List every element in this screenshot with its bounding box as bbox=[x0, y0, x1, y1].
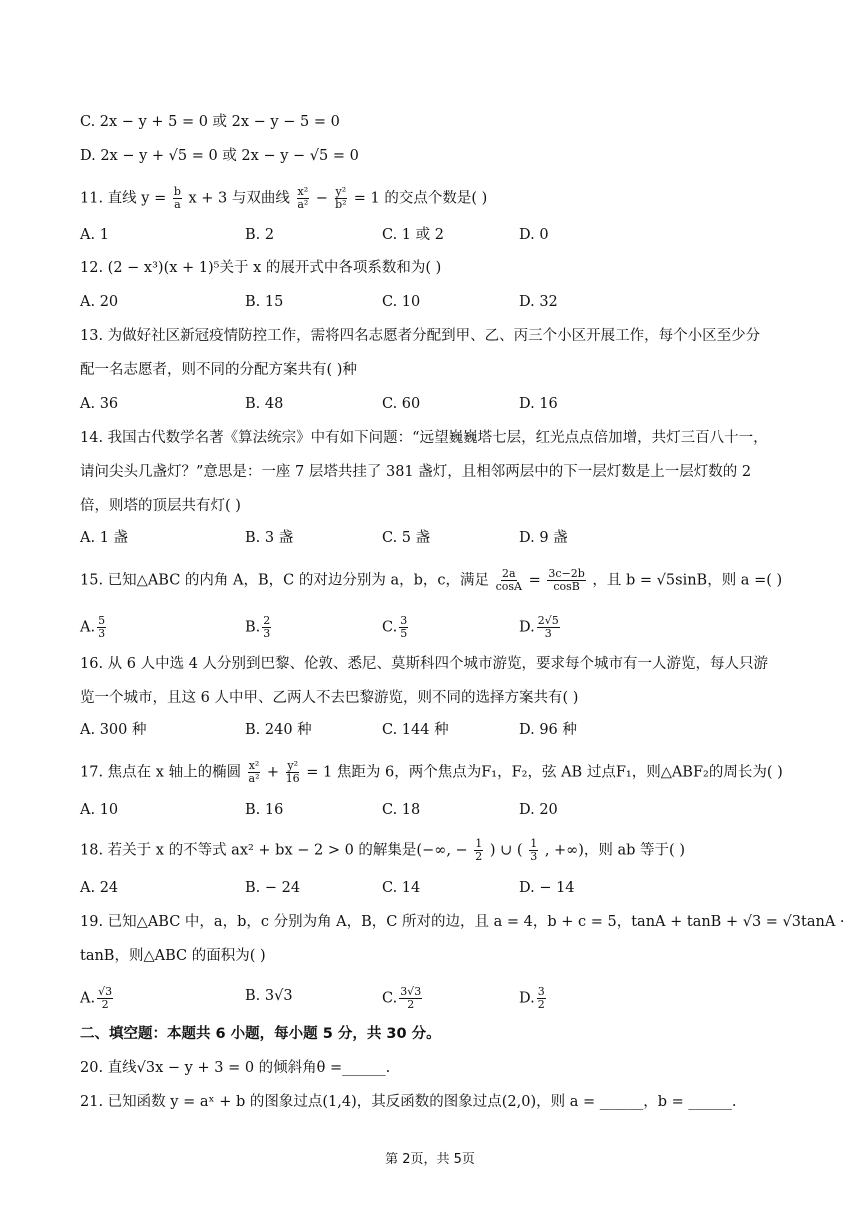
q11-stem bbox=[80, 186, 487, 211]
q12-option-b: B. 15 bbox=[245, 294, 284, 310]
q11-stem-mid: x + 3 与双曲线 bbox=[188, 190, 290, 207]
frac-den: a² bbox=[297, 198, 309, 211]
frac-den: a² bbox=[248, 772, 260, 785]
q11-stem-pre: 11. 直线 y = bbox=[80, 190, 167, 207]
option-label: A. bbox=[80, 619, 96, 636]
frac-den: 2 bbox=[407, 998, 415, 1011]
option-frac bbox=[262, 615, 271, 640]
option-frac bbox=[97, 615, 106, 640]
frac-den: cosB bbox=[553, 580, 580, 593]
q15-option-d bbox=[519, 615, 562, 640]
q17-option-b: B. 16 bbox=[245, 802, 284, 818]
q16-line1: 16. 从 6 人中选 4 人分别到巴黎、伦敦、悉尼、莫斯科四个城市游览，要求每个城市有一人游览，每人只游 bbox=[80, 656, 769, 672]
q17-stem-post: = 1 焦距为 6，两个焦点为F₁，F₂，弦 AB 过点F₁，则△ABF₂的周长为( ) bbox=[306, 764, 783, 781]
option-label: C. bbox=[382, 990, 398, 1007]
q11-option-d: D. 0 bbox=[519, 227, 549, 243]
plus-sign: + bbox=[266, 764, 280, 781]
q14-option-b: B. 3 盏 bbox=[245, 530, 294, 546]
q11-option-b: B. 2 bbox=[245, 227, 275, 243]
frac-den: cosA bbox=[495, 580, 522, 593]
q13-line2: 配一名志愿者，则不同的分配方案共有( )种 bbox=[80, 362, 357, 378]
q17-frac-x2-over-a2 bbox=[248, 760, 261, 785]
frac-num: 3 bbox=[537, 985, 545, 998]
frac-num: 2√5 bbox=[537, 614, 559, 627]
q14-line2: 请问尖头几盏灯？”意思是：一座 7 层塔共挂了 381 盏灯，且相邻两层中的下一层灯数是上一层灯数的 2 bbox=[80, 464, 752, 480]
q13-option-d: D. 16 bbox=[519, 396, 558, 412]
q15-option-c bbox=[382, 615, 410, 640]
q15-option-a bbox=[80, 615, 108, 640]
q15-frac-3c2b-over-cosb bbox=[547, 568, 585, 593]
q19-option-b: B. 3√3 bbox=[245, 988, 293, 1004]
option-label: D. bbox=[519, 619, 535, 636]
q17-option-a: A. 10 bbox=[80, 802, 119, 818]
q12-option-a: A. 20 bbox=[80, 294, 119, 310]
frac-num: y² bbox=[335, 185, 347, 198]
frac-den: 5 bbox=[400, 627, 408, 640]
q11-frac-x2-over-a2 bbox=[297, 186, 310, 211]
q19-line2: tanB，则△ABC 的面积为( ) bbox=[80, 948, 266, 964]
frac-num: √3 bbox=[98, 985, 113, 998]
q19-line1: 19. 已知△ABC 中，a，b，c 分别为角 A，B，C 所对的边，且 a = 4，b + c = 5，tanA + tanB + √3 = √3tanA · bbox=[80, 914, 845, 930]
q14-option-c: C. 5 盏 bbox=[382, 530, 431, 546]
frac-den: b² bbox=[335, 198, 347, 211]
q18-frac-one-third bbox=[529, 838, 538, 863]
frac-den: 3 bbox=[544, 627, 552, 640]
option-frac bbox=[97, 986, 113, 1011]
q14-option-a: A. 1 盏 bbox=[80, 530, 129, 546]
frac-num: x² bbox=[297, 185, 309, 198]
frac-num: y² bbox=[287, 759, 298, 772]
q20-stem: 20. 直线√3x − y + 3 = 0 的倾斜角θ =______. bbox=[80, 1060, 391, 1076]
q18-option-a: A. 24 bbox=[80, 880, 119, 896]
q14-line3: 倍，则塔的顶层共有灯( ) bbox=[80, 498, 241, 514]
q13-option-a: A. 36 bbox=[80, 396, 119, 412]
q17-option-c: C. 18 bbox=[382, 802, 421, 818]
frac-den: 2 bbox=[537, 998, 545, 1011]
q18-option-d: D. − 14 bbox=[519, 880, 575, 896]
q17-frac-y2-over-16 bbox=[286, 760, 300, 785]
q18-stem-post: , +∞)，则 ab 等于( ) bbox=[544, 842, 685, 859]
frac-num: 2 bbox=[263, 614, 271, 627]
q21-stem: 21. 已知函数 y = aˣ + b 的图象过点(1,4)，其反函数的图象过点(2,0)，则 a = ______，b = ______. bbox=[80, 1094, 737, 1110]
frac-num: 3√3 bbox=[400, 985, 422, 998]
frac-num: 1 bbox=[530, 837, 538, 850]
q13-line1: 13. 为做好社区新冠疫情防控工作，需将四名志愿者分配到甲、乙、丙三个小区开展工作，每个小区至少分 bbox=[80, 328, 761, 344]
frac-den: 2 bbox=[101, 998, 109, 1011]
frac-num: 2a bbox=[502, 567, 516, 580]
q13-option-c: C. 60 bbox=[382, 396, 421, 412]
q15-frac-2a-over-cosa bbox=[496, 568, 522, 593]
q13-option-b: B. 48 bbox=[245, 396, 284, 412]
q19-option-a bbox=[80, 986, 115, 1011]
q15-stem-pre: 15. 已知△ABC 的内角 A，B，C 的对边分别为 a，b，c，满足 bbox=[80, 572, 490, 589]
q16-option-c: C. 144 种 bbox=[382, 722, 449, 738]
option-frac bbox=[399, 615, 408, 640]
q16-option-a: A. 300 种 bbox=[80, 722, 147, 738]
q12-option-d: D. 32 bbox=[519, 294, 558, 310]
q18-stem-pre: 18. 若关于 x 的不等式 ax² + bx − 2 > 0 的解集是(−∞, − bbox=[80, 842, 468, 859]
q11-option-a: A. 1 bbox=[80, 227, 109, 243]
option-label: A. bbox=[80, 990, 96, 1007]
option-label: B. bbox=[245, 619, 261, 636]
q17-stem-pre: 17. 焦点在 x 轴上的椭圆 bbox=[80, 764, 242, 781]
frac-num: 3c−2b bbox=[548, 567, 585, 580]
section-heading-fill-in: 二、填空题：本题共 6 小题，每小题 5 分，共 30 分。 bbox=[80, 1026, 441, 1042]
q17-stem bbox=[80, 760, 783, 785]
q11-stem-post: = 1 的交点个数是( ) bbox=[353, 190, 488, 207]
option-label: D. bbox=[519, 990, 535, 1007]
q18-union: ) ∪ ( bbox=[489, 842, 523, 859]
frac-num: 5 bbox=[98, 614, 106, 627]
q10-option-d: D. 2x − y + √5 = 0 或 2x − y − √5 = 0 bbox=[80, 148, 359, 164]
equals-sign: = bbox=[528, 572, 541, 589]
q16-option-b: B. 240 种 bbox=[245, 722, 312, 738]
q18-option-c: C. 14 bbox=[382, 880, 421, 896]
q16-line2: 览一个城市，且这 6 人中甲、乙两人不去巴黎游览，则不同的选择方案共有( ) bbox=[80, 690, 579, 706]
q18-option-b: B. − 24 bbox=[245, 880, 301, 896]
q18-stem bbox=[80, 838, 685, 863]
page-footer: 第 2页，共 5页 bbox=[385, 1152, 475, 1167]
frac-den: 3 bbox=[98, 627, 106, 640]
q19-option-c bbox=[382, 986, 424, 1011]
frac-num: x² bbox=[248, 759, 260, 772]
frac-den: 2 bbox=[475, 850, 483, 863]
option-frac bbox=[537, 986, 546, 1011]
q11-frac-b-over-a bbox=[173, 186, 182, 211]
frac-num: 1 bbox=[475, 837, 483, 850]
q18-frac-one-half bbox=[474, 838, 483, 863]
option-frac bbox=[399, 986, 422, 1011]
frac-den: a bbox=[174, 198, 181, 211]
frac-den: 3 bbox=[530, 850, 538, 863]
frac-den: 16 bbox=[285, 772, 300, 785]
q14-option-d: D. 9 盏 bbox=[519, 530, 568, 546]
q11-option-c: C. 1 或 2 bbox=[382, 227, 444, 243]
q19-option-d bbox=[519, 986, 548, 1011]
q10-option-c: C. 2x − y + 5 = 0 或 2x − y − 5 = 0 bbox=[80, 114, 340, 130]
q15-stem-post: ，且 b = √5sinB，则 a =( ) bbox=[592, 572, 783, 589]
frac-den: 3 bbox=[263, 627, 271, 640]
q15-option-b bbox=[245, 615, 273, 640]
q17-option-d: D. 20 bbox=[519, 802, 558, 818]
option-frac bbox=[537, 615, 560, 640]
frac-num: 3 bbox=[400, 614, 408, 627]
frac-num: b bbox=[173, 185, 181, 198]
q12-stem: 12. (2 − x³)(x + 1)⁵关于 x 的展开式中各项系数和为( ) bbox=[80, 260, 442, 276]
q16-option-d: D. 96 种 bbox=[519, 722, 577, 738]
q11-frac-y2-over-b2 bbox=[335, 186, 348, 211]
minus-sign: − bbox=[315, 190, 328, 207]
q14-line1: 14. 我国古代数学名著《算法统宗》中有如下问题：“远望巍巍塔七层，红光点点倍加增，共灯三百八十一， bbox=[80, 430, 768, 446]
q15-stem bbox=[80, 568, 782, 593]
q12-option-c: C. 10 bbox=[382, 294, 421, 310]
option-label: C. bbox=[382, 619, 398, 636]
